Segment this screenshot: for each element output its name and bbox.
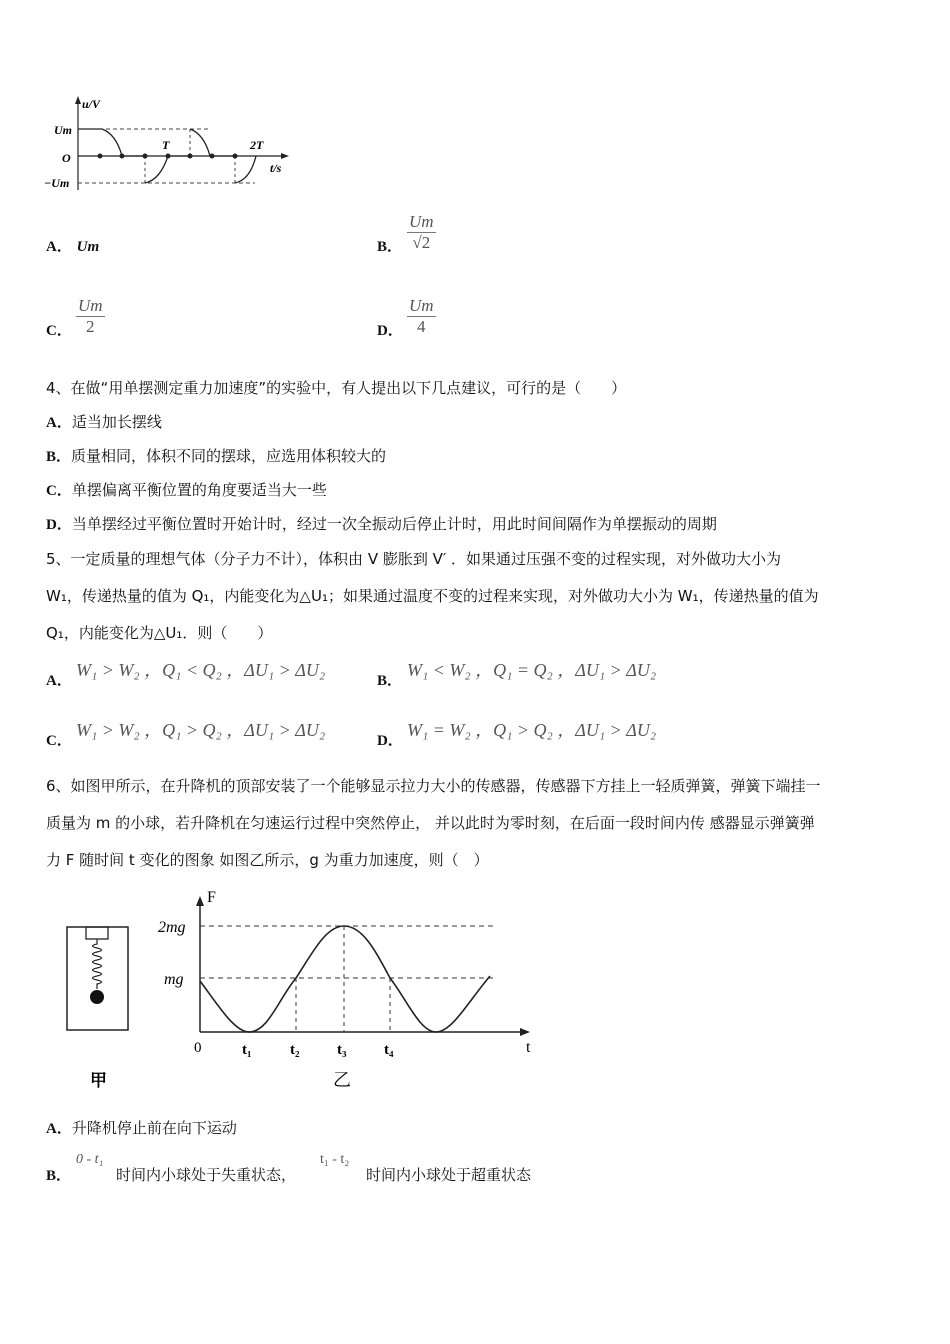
q5-option-a-formula: W₁ > W₂ ，Q₁ < Q₂ ，ΔU₁ > ΔU₂ <box>76 660 326 680</box>
q6-stem-line2: 质量为 m 的小球，若升降机在匀速运行过程中突然停止， 并以此时为零时刻，在后面一段时间内传 感器显示弹簧弹 <box>46 814 815 832</box>
q6-stem-line1: 6、如图甲所示，在升降机的顶部安装了一个能够显示拉力大小的传感器，传感器下方挂上一轻质弹簧，弹簧下端挂一 <box>46 777 821 795</box>
q6-option-b-text1: 时间内小球处于失重状态， <box>116 1166 297 1184</box>
two-mg-label: 2mg <box>158 919 186 936</box>
t-label: T <box>162 138 170 152</box>
q3-option-d-fraction: $\frac{Um}{4}$ <box>409 296 434 336</box>
q4-option-b: B．质量相同，体积不同的摆球，应选用体积较大的 <box>46 447 387 465</box>
fig-jia-label: 甲 <box>90 1071 107 1090</box>
origin-label: 0 <box>194 1040 202 1056</box>
q6-option-b-range1: 0 - t₁ <box>76 1152 104 1167</box>
option-label: A． <box>46 239 72 255</box>
elevator-spring-figure <box>60 920 140 1095</box>
q5-stem-line3: Q₁，内能变化为△U₁．则（ ） <box>46 624 273 642</box>
t2-label: t₂ <box>290 1042 300 1058</box>
um-label: Um <box>54 123 72 137</box>
q6-option-b-label: B． <box>46 1168 72 1184</box>
q5-option-d-label: D． <box>377 733 403 749</box>
q4-option-d: D．当单摆经过平衡位置时开始计时，经过一次全振动后停止计时，用此时间间隔作为单摆振动的周期 <box>46 515 717 533</box>
x-axis-label: t/s <box>270 161 282 175</box>
f-axis-label: F <box>207 889 216 906</box>
q3-option-b-label: B． <box>377 239 403 255</box>
t3-label: t₃ <box>337 1042 347 1058</box>
q3-option-a <box>46 236 99 257</box>
q5-option-d-formula: W₁ = W₂ ，Q₁ > Q₂ ，ΔU₁ > ΔU₂ <box>407 720 657 740</box>
q4-option-a: A．适当加长摆线 <box>46 413 162 431</box>
fig-yi-label: 乙 <box>333 1070 351 1090</box>
q5-stem-line1: 5、一定质量的理想气体（分子力不计），体积由 V 膨胀到 V′ ．如果通过压强不变的过程实现，对外做功大小为 <box>46 550 782 568</box>
q5-option-b-formula: W₁ < W₂ ，Q₁ = Q₂ ，ΔU₁ > ΔU₂ <box>407 660 657 680</box>
q5-stem-line2: W₁，传递热量的值为 Q₁，内能变化为△U₁；如果通过温度不变的过程来实现，对外做功大小为 W₁，传递热量的值为 <box>46 587 819 605</box>
q5-option-b-label: B． <box>377 673 403 689</box>
t-axis-label: t <box>526 1039 531 1056</box>
q3-option-c-label: C． <box>46 323 72 339</box>
q6-option-b-range2: t₁ - t₂ <box>320 1152 350 1167</box>
q4-option-c: C．单摆偏离平衡位置的角度要适当大一些 <box>46 481 327 499</box>
q5-option-c-label: C． <box>46 733 72 749</box>
q3-option-d-label: D． <box>377 323 403 339</box>
q3-option-b-fraction: $\frac{Um}{√2}$ <box>409 212 434 252</box>
q6-stem-line3: 力 F 随时间 t 变化的图象 如图乙所示，g 为重力加速度，则（ ） <box>46 851 489 869</box>
mg-label: mg <box>164 971 184 988</box>
y-axis-label: u/V <box>82 97 101 111</box>
origin-label: O <box>62 151 71 165</box>
q5-option-c-formula: W₁ > W₂ ，Q₁ > Q₂ ，ΔU₁ > ΔU₂ <box>76 720 326 740</box>
q5-option-a-label: A． <box>46 673 72 689</box>
two-t-label: 2T <box>250 138 264 152</box>
q6-option-b-text2: 时间内小球处于超重状态 <box>366 1166 532 1184</box>
neg-um-label: −Um <box>44 176 70 190</box>
q4-stem: 4、在做“用单摆测定重力加速度”的实验中，有人提出以下几点建议，可行的是（ ） <box>46 379 627 397</box>
t1-label: t₁ <box>242 1042 252 1058</box>
option-text: Um <box>76 239 100 255</box>
force-curve <box>200 926 490 1032</box>
voltage-time-graph <box>40 92 300 197</box>
t4-label: t₄ <box>384 1042 394 1058</box>
force-time-graph <box>150 880 550 1095</box>
q3-option-c-fraction: $\frac{Um}{2}$ <box>78 296 103 336</box>
q6-option-a: A．升降机停止前在向下运动 <box>46 1119 237 1137</box>
